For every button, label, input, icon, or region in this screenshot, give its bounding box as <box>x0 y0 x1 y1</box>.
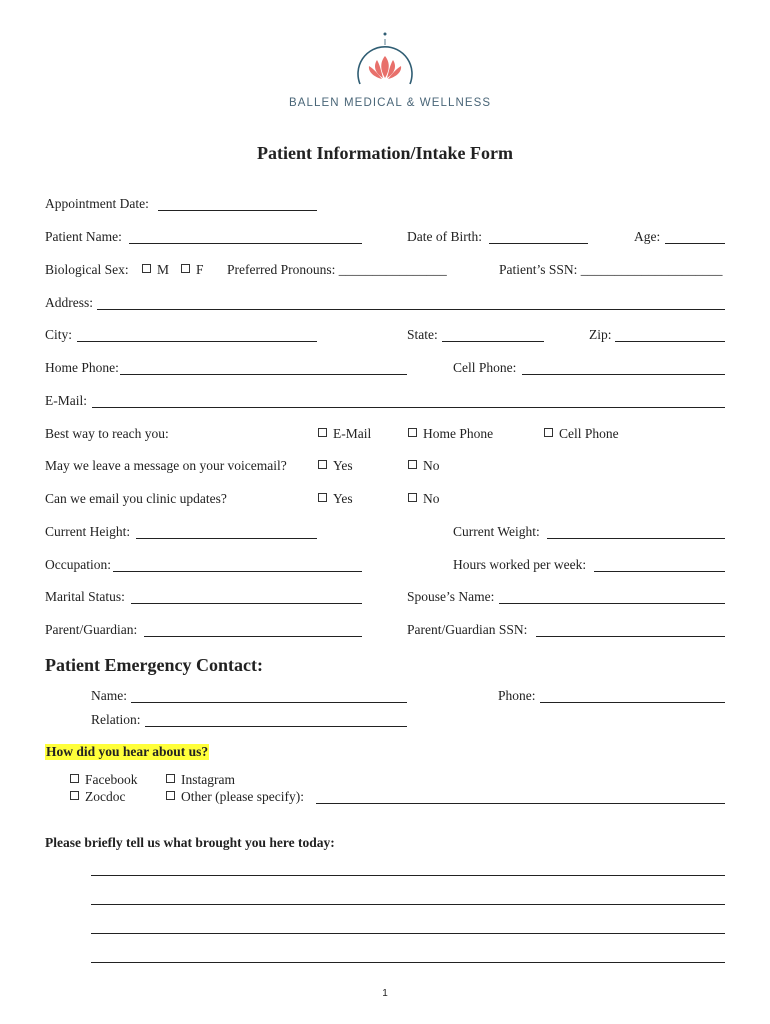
referral-facebook-option[interactable] <box>70 772 137 788</box>
ec-phone-field[interactable] <box>540 702 725 703</box>
visit-reason-line[interactable] <box>91 962 725 963</box>
email-field[interactable] <box>92 407 725 408</box>
age-field[interactable] <box>665 243 725 244</box>
option-label: E-Mail <box>333 426 372 441</box>
visit-reason-line[interactable] <box>91 904 725 905</box>
spouse-field[interactable] <box>499 603 725 604</box>
best-way-home-phone-option[interactable] <box>408 426 493 442</box>
pronouns-field[interactable]: Preferred Pronouns: ________________ <box>227 262 447 277</box>
brand-name: BALLEN MEDICAL & WELLNESS <box>289 97 492 109</box>
checkbox-icon[interactable] <box>318 460 327 469</box>
appointment-date-field[interactable] <box>158 210 317 211</box>
sex-f-option[interactable] <box>181 262 204 278</box>
dob-label: Date of Birth: <box>407 229 482 244</box>
checkbox-icon[interactable] <box>408 493 417 502</box>
cell-phone-label: Cell Phone: <box>453 360 517 375</box>
page-number: 1 <box>382 988 388 999</box>
email-label: E-Mail: <box>45 393 87 408</box>
option-label: Other (please specify): <box>181 789 304 804</box>
checkbox-icon[interactable] <box>408 428 417 437</box>
zip-field[interactable] <box>615 341 725 342</box>
checkbox-icon[interactable] <box>318 428 327 437</box>
referral-other-field[interactable] <box>316 803 725 804</box>
referral-zocdoc-option[interactable] <box>70 789 125 805</box>
visit-reason-line[interactable] <box>91 933 725 934</box>
visit-reason-line[interactable] <box>91 875 725 876</box>
voicemail-yes-option[interactable] <box>318 458 353 474</box>
state-label: State: <box>407 327 438 342</box>
emergency-contact-title: Patient Emergency Contact: <box>45 655 263 675</box>
guardian-ssn-label: Parent/Guardian SSN: <box>407 622 528 637</box>
email-updates-yes-option[interactable] <box>318 491 353 507</box>
marital-label: Marital Status: <box>45 589 125 604</box>
ec-relation-label: Relation: <box>91 712 141 727</box>
page-title: Patient Information/Intake Form <box>257 143 513 163</box>
checkbox-icon[interactable] <box>166 791 175 800</box>
home-phone-field[interactable] <box>120 374 407 375</box>
guardian-label: Parent/Guardian: <box>45 622 138 637</box>
appointment-date-label: Appointment Date: <box>45 196 149 211</box>
age-label: Age: <box>634 229 661 244</box>
lotus-icon <box>350 22 420 88</box>
home-phone-label: Home Phone: <box>45 360 119 375</box>
state-field[interactable] <box>442 341 544 342</box>
guardian-ssn-field[interactable] <box>536 636 725 637</box>
city-label: City: <box>45 327 73 342</box>
occupation-field[interactable] <box>113 571 362 572</box>
dob-field[interactable] <box>489 243 588 244</box>
spouse-label: Spouse’s Name: <box>407 589 495 604</box>
guardian-field[interactable] <box>144 636 362 637</box>
referral-other-option[interactable] <box>166 789 304 805</box>
option-label: Facebook <box>85 772 138 787</box>
checkbox-icon[interactable] <box>166 774 175 783</box>
checkbox-icon[interactable] <box>544 428 553 437</box>
referral-question: How did you hear about us? <box>46 744 209 759</box>
checkbox-icon[interactable] <box>142 264 151 273</box>
checkbox-icon[interactable] <box>318 493 327 502</box>
ec-name-label: Name: <box>91 688 127 703</box>
option-label: Yes <box>333 491 353 506</box>
email-updates-no-option[interactable] <box>408 491 440 507</box>
weight-label: Current Weight: <box>453 524 540 539</box>
height-field[interactable] <box>136 538 317 539</box>
city-field[interactable] <box>77 341 317 342</box>
height-label: Current Height: <box>45 524 131 539</box>
referral-instagram-option[interactable] <box>166 772 235 788</box>
weight-field[interactable] <box>547 538 725 539</box>
patient-name-field[interactable] <box>129 243 362 244</box>
email-updates-label: Can we email you clinic updates? <box>45 491 227 506</box>
best-way-email-option[interactable] <box>318 426 371 442</box>
marital-field[interactable] <box>131 603 362 604</box>
best-way-cell-phone-option[interactable] <box>544 426 619 442</box>
address-field[interactable] <box>97 309 725 310</box>
hours-label: Hours worked per week: <box>453 557 587 572</box>
bio-sex-label: Biological Sex: <box>45 262 129 277</box>
checkbox-icon[interactable] <box>181 264 190 273</box>
checkbox-icon[interactable] <box>70 774 79 783</box>
voicemail-label: May we leave a message on your voicemail? <box>45 458 287 473</box>
option-label: No <box>423 491 440 506</box>
option-label: No <box>423 458 440 473</box>
option-label: Cell Phone <box>559 426 619 441</box>
checkbox-icon[interactable] <box>70 791 79 800</box>
visit-reason-question: Please briefly tell us what brought you here today: <box>45 835 335 850</box>
zip-label: Zip: <box>589 327 612 342</box>
hours-field[interactable] <box>594 571 725 572</box>
sex-f-label: F <box>196 262 204 277</box>
ec-name-field[interactable] <box>131 702 407 703</box>
option-label: Instagram <box>181 772 235 787</box>
sex-m-option[interactable] <box>142 262 169 278</box>
checkbox-icon[interactable] <box>408 460 417 469</box>
option-label: Yes <box>333 458 353 473</box>
voicemail-no-option[interactable] <box>408 458 440 474</box>
address-label: Address: <box>45 295 93 310</box>
patient-name-label: Patient Name: <box>45 229 122 244</box>
option-label: Zocdoc <box>85 789 126 804</box>
ssn-field[interactable]: Patient’s SSN: _____________________ <box>499 262 723 277</box>
ec-phone-label: Phone: <box>498 688 536 703</box>
option-label: Home Phone <box>423 426 494 441</box>
cell-phone-field[interactable] <box>522 374 725 375</box>
sex-m-label: M <box>157 262 170 277</box>
ec-relation-field[interactable] <box>145 726 407 727</box>
occupation-label: Occupation: <box>45 557 111 572</box>
best-way-label: Best way to reach you: <box>45 426 169 441</box>
